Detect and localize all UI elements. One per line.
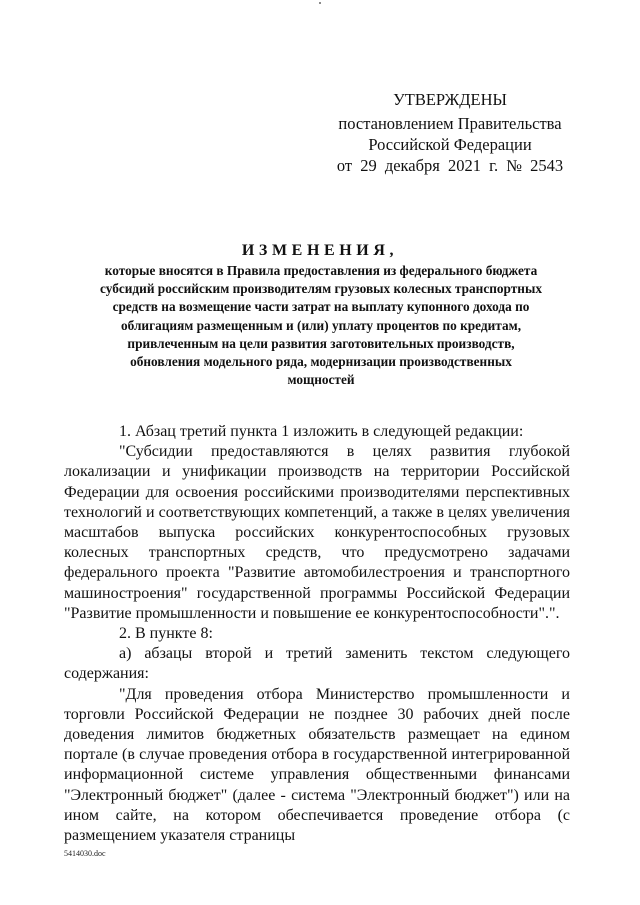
document-subtitle: которые вносятся в Правила предоставления из федерального бюджета субсидий российским производителям грузовых колесных транспортных средств на возмещение части затрат на выплату купонного дохода по облигациям размещенным и (или) уплату процентов по кредитам, привлеченным на цели развития заготовительных производств, обновления модельного ряда, модернизации производственных мощностей bbox=[100, 263, 542, 388]
number-sign: № bbox=[506, 156, 523, 175]
document-title: ИЗМЕНЕНИЯ, bbox=[241, 242, 399, 259]
footer-file-name: 5414030.doc bbox=[64, 849, 106, 858]
approval-block bbox=[330, 89, 570, 176]
approval-date-number bbox=[330, 155, 570, 176]
approval-date: от 29 декабря 2021 г. bbox=[336, 156, 499, 175]
approval-line: постановлением Правительства bbox=[338, 114, 562, 133]
paragraph: а) абзацы второй и третий заменить текстом следующего содержания: bbox=[64, 645, 570, 683]
document-body bbox=[64, 422, 570, 846]
page-mark bbox=[319, 2, 321, 4]
paragraph: 1. Абзац третий пункта 1 изложить в следующей редакции: bbox=[119, 423, 524, 440]
approval-line: Российской Федерации bbox=[368, 135, 532, 154]
paragraph: 2. В пункте 8: bbox=[119, 625, 213, 643]
approval-number: 2543 bbox=[530, 156, 564, 175]
approval-title: УТВЕРЖДЕНЫ bbox=[393, 90, 507, 109]
paragraph: "Субсидии предоставляются в целях развития глубокой локализации и унификации производств на территории Российской Федерации для освоения российскими производителями перспективных технологий и соответствующих компетенций, а также в целях увеличения масштабов выпуска российских конкурентоспособных грузовых колесных транспортных средств, что предусмотрено задачами федерального проекта "Развитие автомобилестроения и транспортного машиностроения" государственной программы Российской Федерации "Развитие промышленности и повышение ее конкурентоспособности".". bbox=[64, 443, 570, 622]
paragraph: "Для проведения отбора Министерство промышленности и торговли Российской Федерации не позднее 30 рабочих дней после доведения лимитов бюджетных обязательств размещает на едином портале (в случае проведения отбора в государственной интегрированной информационной системе управления общественными финансами "Электронный бюджет" (далее - система "Электронный бюджет") или на ином сайте, на котором обеспечивается проведение отбора (с размещением указателя страницы bbox=[64, 685, 570, 845]
